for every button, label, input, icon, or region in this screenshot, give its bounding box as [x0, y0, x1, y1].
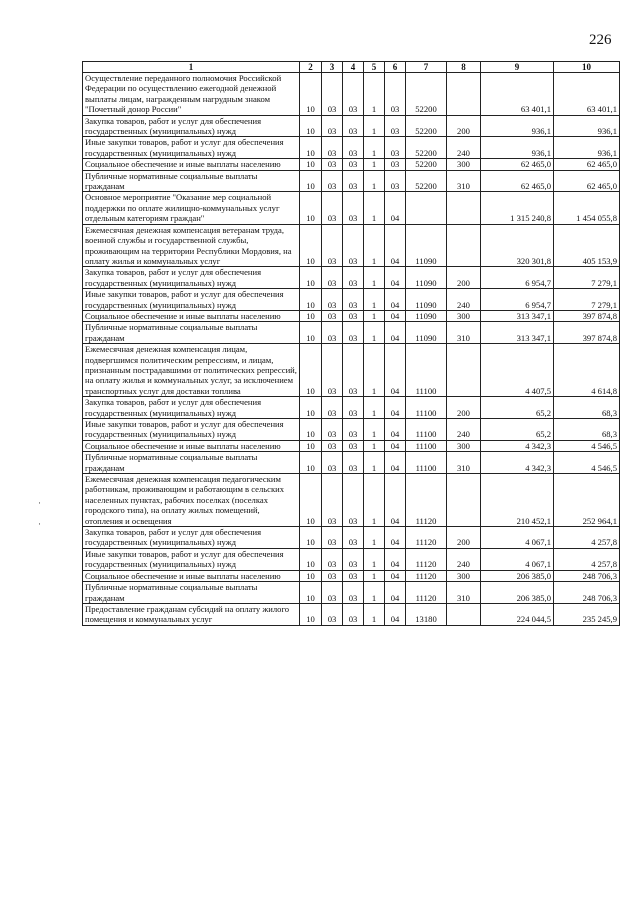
row-value-cell: 405 153,9 [554, 224, 620, 267]
row-value-cell: 03 [322, 289, 343, 311]
row-value-cell: 03 [343, 137, 364, 159]
row-value-cell: 300 [447, 310, 481, 321]
row-value-cell: 936,1 [554, 115, 620, 137]
row-value-cell: 63 401,1 [481, 73, 554, 116]
row-value-cell: 6 954,7 [481, 289, 554, 311]
row-value-cell [447, 474, 481, 527]
row-value-cell: 52200 [406, 159, 447, 170]
row-value-cell: 03 [322, 267, 343, 289]
table-row [83, 192, 620, 224]
row-name-cell: Иные закупки товаров, работ и услуг для обеспечения государственных (муниципальных) нужд [83, 419, 300, 441]
row-name-cell: Основное мероприятие "Оказание мер социальной поддержки по оплате жилищно-коммунальных услуг отдельным категориям граждан" [83, 192, 300, 224]
row-value-cell: 11090 [406, 224, 447, 267]
row-value-cell: 10 [300, 603, 322, 625]
row-value-cell: 04 [385, 419, 406, 441]
row-value-cell: 7 279,1 [554, 289, 620, 311]
row-value-cell: 04 [385, 344, 406, 397]
row-value-cell: 03 [343, 115, 364, 137]
row-value-cell: 206 385,0 [481, 582, 554, 604]
row-value-cell: 62 465,0 [554, 170, 620, 192]
row-value-cell: 240 [447, 137, 481, 159]
row-value-cell: 235 245,9 [554, 603, 620, 625]
row-value-cell [406, 192, 447, 224]
column-header: 4 [343, 62, 364, 73]
column-header: 9 [481, 62, 554, 73]
row-value-cell: 206 385,0 [481, 570, 554, 581]
column-header: 7 [406, 62, 447, 73]
row-value-cell: 4 067,1 [481, 548, 554, 570]
row-value-cell: 04 [385, 527, 406, 549]
row-value-cell: 240 [447, 548, 481, 570]
row-value-cell: 10 [300, 192, 322, 224]
column-header: 3 [322, 62, 343, 73]
table-row [83, 603, 620, 625]
row-value-cell: 1 [364, 115, 385, 137]
row-value-cell: 1 [364, 170, 385, 192]
row-value-cell: 04 [385, 548, 406, 570]
row-value-cell: 4 546,5 [554, 440, 620, 451]
row-value-cell: 7 279,1 [554, 267, 620, 289]
row-value-cell: 04 [385, 322, 406, 344]
row-value-cell: 04 [385, 310, 406, 321]
row-value-cell: 03 [343, 267, 364, 289]
row-value-cell: 11090 [406, 267, 447, 289]
row-value-cell: 04 [385, 440, 406, 451]
row-name-cell: Закупка товаров, работ и услуг для обеспечения государственных (муниципальных) нужд [83, 397, 300, 419]
row-name-cell: Закупка товаров, работ и услуг для обеспечения государственных (муниципальных) нужд [83, 527, 300, 549]
row-value-cell: 04 [385, 397, 406, 419]
row-value-cell: 200 [447, 527, 481, 549]
row-value-cell: 03 [322, 397, 343, 419]
row-value-cell: 200 [447, 267, 481, 289]
row-value-cell: 03 [343, 548, 364, 570]
row-value-cell: 11120 [406, 527, 447, 549]
row-value-cell: 4 407,5 [481, 344, 554, 397]
row-value-cell [447, 603, 481, 625]
column-header: 8 [447, 62, 481, 73]
row-value-cell: 1 [364, 474, 385, 527]
table-row [83, 440, 620, 451]
row-value-cell: 62 465,0 [481, 159, 554, 170]
row-value-cell: 03 [322, 582, 343, 604]
row-value-cell [447, 344, 481, 397]
row-name-cell: Осуществление переданного полномочия Российской Федерации по осуществлению ежегодной денежной выплаты лицам, награжденным нагрудным знаком "Почетный донор России" [83, 73, 300, 116]
row-value-cell: 4 546,5 [554, 452, 620, 474]
row-value-cell: 4 257,8 [554, 527, 620, 549]
row-value-cell: 03 [343, 570, 364, 581]
row-name-cell: Предоставление гражданам субсидий на оплату жилого помещения и коммунальных услуг [83, 603, 300, 625]
margin-mark: · [38, 498, 41, 508]
row-value-cell: 52200 [406, 170, 447, 192]
row-value-cell: 52200 [406, 137, 447, 159]
row-value-cell: 1 [364, 582, 385, 604]
table-body [83, 73, 620, 626]
row-value-cell: 11120 [406, 570, 447, 581]
row-value-cell: 397 874,8 [554, 322, 620, 344]
row-value-cell: 04 [385, 192, 406, 224]
row-name-cell: Социальное обеспечение и иные выплаты населению [83, 159, 300, 170]
row-value-cell: 1 [364, 310, 385, 321]
row-value-cell: 6 954,7 [481, 267, 554, 289]
row-value-cell: 320 301,8 [481, 224, 554, 267]
row-value-cell: 10 [300, 344, 322, 397]
row-value-cell: 62 465,0 [481, 170, 554, 192]
row-value-cell: 11120 [406, 548, 447, 570]
row-value-cell: 300 [447, 440, 481, 451]
row-value-cell: 03 [343, 397, 364, 419]
row-value-cell: 1 [364, 548, 385, 570]
row-name-cell: Закупка товаров, работ и услуг для обеспечения государственных (муниципальных) нужд [83, 115, 300, 137]
row-name-cell: Ежемесячная денежная компенсация ветеранам труда, военной службы и государственной службы, проживающим на территории Республики Мордовия, на оплату жилья и коммунальных услуг [83, 224, 300, 267]
row-value-cell: 03 [343, 527, 364, 549]
row-value-cell: 13180 [406, 603, 447, 625]
row-value-cell: 03 [343, 192, 364, 224]
row-value-cell: 313 347,1 [481, 322, 554, 344]
row-value-cell: 1 [364, 527, 385, 549]
row-value-cell: 300 [447, 570, 481, 581]
row-value-cell: 03 [343, 440, 364, 451]
table-row [83, 397, 620, 419]
row-value-cell: 03 [322, 603, 343, 625]
row-value-cell: 03 [322, 115, 343, 137]
row-value-cell: 10 [300, 137, 322, 159]
row-value-cell: 10 [300, 159, 322, 170]
table-row [83, 527, 620, 549]
table-row [83, 582, 620, 604]
row-value-cell: 10 [300, 570, 322, 581]
row-value-cell: 03 [322, 224, 343, 267]
row-name-cell: Социальное обеспечение и иные выплаты населению [83, 570, 300, 581]
row-value-cell [447, 73, 481, 116]
row-value-cell: 10 [300, 267, 322, 289]
table-row [83, 73, 620, 116]
row-value-cell: 1 [364, 159, 385, 170]
row-value-cell: 936,1 [481, 115, 554, 137]
row-value-cell: 03 [322, 548, 343, 570]
table-row [83, 548, 620, 570]
row-value-cell: 11120 [406, 582, 447, 604]
table-row [83, 452, 620, 474]
row-value-cell: 04 [385, 224, 406, 267]
row-value-cell: 04 [385, 267, 406, 289]
row-value-cell: 68,3 [554, 397, 620, 419]
table-row [83, 159, 620, 170]
row-value-cell: 4 342,3 [481, 452, 554, 474]
row-value-cell: 03 [385, 159, 406, 170]
row-value-cell: 03 [322, 159, 343, 170]
row-value-cell: 03 [385, 170, 406, 192]
row-value-cell: 10 [300, 527, 322, 549]
row-value-cell: 11100 [406, 440, 447, 451]
row-value-cell: 11090 [406, 289, 447, 311]
margin-mark: · [38, 519, 41, 529]
row-value-cell: 1 [364, 224, 385, 267]
row-value-cell: 52200 [406, 115, 447, 137]
row-name-cell: Иные закупки товаров, работ и услуг для обеспечения государственных (муниципальных) нужд [83, 548, 300, 570]
table-row [83, 310, 620, 321]
row-value-cell [447, 224, 481, 267]
row-value-cell: 1 [364, 419, 385, 441]
row-value-cell: 03 [343, 603, 364, 625]
table-row [83, 170, 620, 192]
row-value-cell: 397 874,8 [554, 310, 620, 321]
row-value-cell: 310 [447, 322, 481, 344]
row-value-cell: 10 [300, 224, 322, 267]
row-value-cell: 1 [364, 289, 385, 311]
row-value-cell: 03 [322, 310, 343, 321]
row-value-cell: 10 [300, 582, 322, 604]
row-value-cell: 248 706,3 [554, 570, 620, 581]
row-name-cell: Социальное обеспечение и иные выплаты населению [83, 440, 300, 451]
table-row [83, 344, 620, 397]
row-value-cell: 11100 [406, 397, 447, 419]
row-value-cell: 03 [343, 452, 364, 474]
row-value-cell: 11120 [406, 474, 447, 527]
table-row [83, 115, 620, 137]
row-value-cell: 68,3 [554, 419, 620, 441]
row-value-cell: 03 [343, 344, 364, 397]
row-value-cell: 65,2 [481, 419, 554, 441]
row-value-cell: 03 [322, 440, 343, 451]
row-value-cell: 10 [300, 310, 322, 321]
row-value-cell: 11100 [406, 452, 447, 474]
column-header: 10 [554, 62, 620, 73]
row-value-cell: 04 [385, 452, 406, 474]
row-value-cell: 03 [343, 322, 364, 344]
row-value-cell: 1 [364, 440, 385, 451]
row-value-cell: 03 [343, 474, 364, 527]
row-name-cell: Публичные нормативные социальные выплаты гражданам [83, 170, 300, 192]
row-value-cell: 03 [322, 170, 343, 192]
row-value-cell: 03 [322, 452, 343, 474]
row-value-cell: 300 [447, 159, 481, 170]
row-value-cell: 10 [300, 397, 322, 419]
row-value-cell: 03 [343, 73, 364, 116]
row-value-cell: 03 [343, 159, 364, 170]
row-name-cell: Иные закупки товаров, работ и услуг для обеспечения государственных (муниципальных) нужд [83, 289, 300, 311]
row-value-cell: 11090 [406, 310, 447, 321]
row-value-cell: 310 [447, 582, 481, 604]
column-header: 2 [300, 62, 322, 73]
row-value-cell: 10 [300, 440, 322, 451]
row-value-cell: 1 454 055,8 [554, 192, 620, 224]
row-value-cell: 1 [364, 322, 385, 344]
row-value-cell: 03 [385, 73, 406, 116]
row-value-cell: 62 465,0 [554, 159, 620, 170]
row-value-cell: 03 [322, 344, 343, 397]
row-value-cell: 1 [364, 137, 385, 159]
row-value-cell: 10 [300, 115, 322, 137]
table-row [83, 419, 620, 441]
row-value-cell: 03 [322, 527, 343, 549]
row-value-cell: 248 706,3 [554, 582, 620, 604]
row-value-cell: 03 [385, 137, 406, 159]
row-value-cell: 313 347,1 [481, 310, 554, 321]
column-header: 6 [385, 62, 406, 73]
row-value-cell: 200 [447, 115, 481, 137]
row-value-cell: 03 [322, 73, 343, 116]
row-value-cell: 03 [322, 137, 343, 159]
row-value-cell: 200 [447, 397, 481, 419]
row-value-cell: 10 [300, 170, 322, 192]
row-value-cell: 1 [364, 452, 385, 474]
row-value-cell: 03 [343, 419, 364, 441]
row-value-cell: 1 [364, 344, 385, 397]
row-value-cell: 1 [364, 570, 385, 581]
row-value-cell: 210 452,1 [481, 474, 554, 527]
row-value-cell: 1 [364, 192, 385, 224]
row-value-cell: 10 [300, 322, 322, 344]
row-value-cell: 10 [300, 289, 322, 311]
row-value-cell: 1 [364, 603, 385, 625]
row-value-cell: 10 [300, 474, 322, 527]
budget-table [82, 61, 620, 626]
row-value-cell: 04 [385, 570, 406, 581]
row-value-cell: 4 614,8 [554, 344, 620, 397]
row-value-cell: 11100 [406, 344, 447, 397]
row-name-cell: Публичные нормативные социальные выплаты гражданам [83, 582, 300, 604]
row-value-cell: 1 [364, 397, 385, 419]
row-name-cell: Ежемесячная денежная компенсация лицам, подвергшимся политическим репрессиям, и лицам, признанным пострадавшими от политических репрессий, на оплату жилья и коммунальных услуг, за исключением транспортных услуг для доставки топлива [83, 344, 300, 397]
row-value-cell: 310 [447, 452, 481, 474]
row-value-cell: 04 [385, 474, 406, 527]
row-value-cell: 240 [447, 419, 481, 441]
row-name-cell: Публичные нормативные социальные выплаты гражданам [83, 322, 300, 344]
table-row [83, 322, 620, 344]
row-value-cell: 11090 [406, 322, 447, 344]
column-header: 5 [364, 62, 385, 73]
row-value-cell: 936,1 [481, 137, 554, 159]
row-value-cell: 03 [343, 289, 364, 311]
row-value-cell: 10 [300, 419, 322, 441]
row-value-cell: 224 044,5 [481, 603, 554, 625]
row-value-cell: 10 [300, 548, 322, 570]
row-value-cell: 11100 [406, 419, 447, 441]
row-value-cell: 252 964,1 [554, 474, 620, 527]
row-value-cell: 03 [322, 192, 343, 224]
row-name-cell: Закупка товаров, работ и услуг для обеспечения государственных (муниципальных) нужд [83, 267, 300, 289]
row-value-cell: 1 315 240,8 [481, 192, 554, 224]
table-row [83, 570, 620, 581]
row-value-cell: 03 [343, 582, 364, 604]
row-name-cell: Иные закупки товаров, работ и услуг для обеспечения государственных (муниципальных) нужд [83, 137, 300, 159]
row-value-cell: 310 [447, 170, 481, 192]
row-value-cell: 03 [322, 570, 343, 581]
table-row [83, 267, 620, 289]
page-number: 226 [589, 32, 612, 48]
row-value-cell: 4 067,1 [481, 527, 554, 549]
column-number-row [83, 62, 620, 73]
row-value-cell: 04 [385, 289, 406, 311]
row-value-cell: 03 [322, 419, 343, 441]
row-name-cell: Ежемесячная денежная компенсация педагогическим работникам, проживающим и работающим в сельских населенных пунктах, рабочих поселках (поселках городского типа), на оплату жилых помещений, отопления и освещения [83, 474, 300, 527]
row-value-cell: 52200 [406, 73, 447, 116]
row-value-cell: 04 [385, 603, 406, 625]
row-value-cell: 240 [447, 289, 481, 311]
row-value-cell: 4 257,8 [554, 548, 620, 570]
row-value-cell: 1 [364, 73, 385, 116]
row-value-cell: 10 [300, 73, 322, 116]
row-value-cell: 4 342,3 [481, 440, 554, 451]
row-value-cell: 63 401,1 [554, 73, 620, 116]
table-row [83, 289, 620, 311]
row-value-cell: 03 [322, 474, 343, 527]
row-value-cell: 03 [343, 224, 364, 267]
row-value-cell: 04 [385, 582, 406, 604]
row-value-cell: 03 [343, 310, 364, 321]
row-value-cell: 1 [364, 267, 385, 289]
row-name-cell: Социальное обеспечение и иные выплаты населению [83, 310, 300, 321]
row-value-cell: 03 [343, 170, 364, 192]
row-value-cell: 10 [300, 452, 322, 474]
row-value-cell [447, 192, 481, 224]
table-row [83, 474, 620, 527]
row-value-cell: 65,2 [481, 397, 554, 419]
row-name-cell: Публичные нормативные социальные выплаты гражданам [83, 452, 300, 474]
row-value-cell: 03 [385, 115, 406, 137]
row-value-cell: 936,1 [554, 137, 620, 159]
table-row [83, 224, 620, 267]
column-header: 1 [83, 62, 300, 73]
table-row [83, 137, 620, 159]
row-value-cell: 03 [322, 322, 343, 344]
